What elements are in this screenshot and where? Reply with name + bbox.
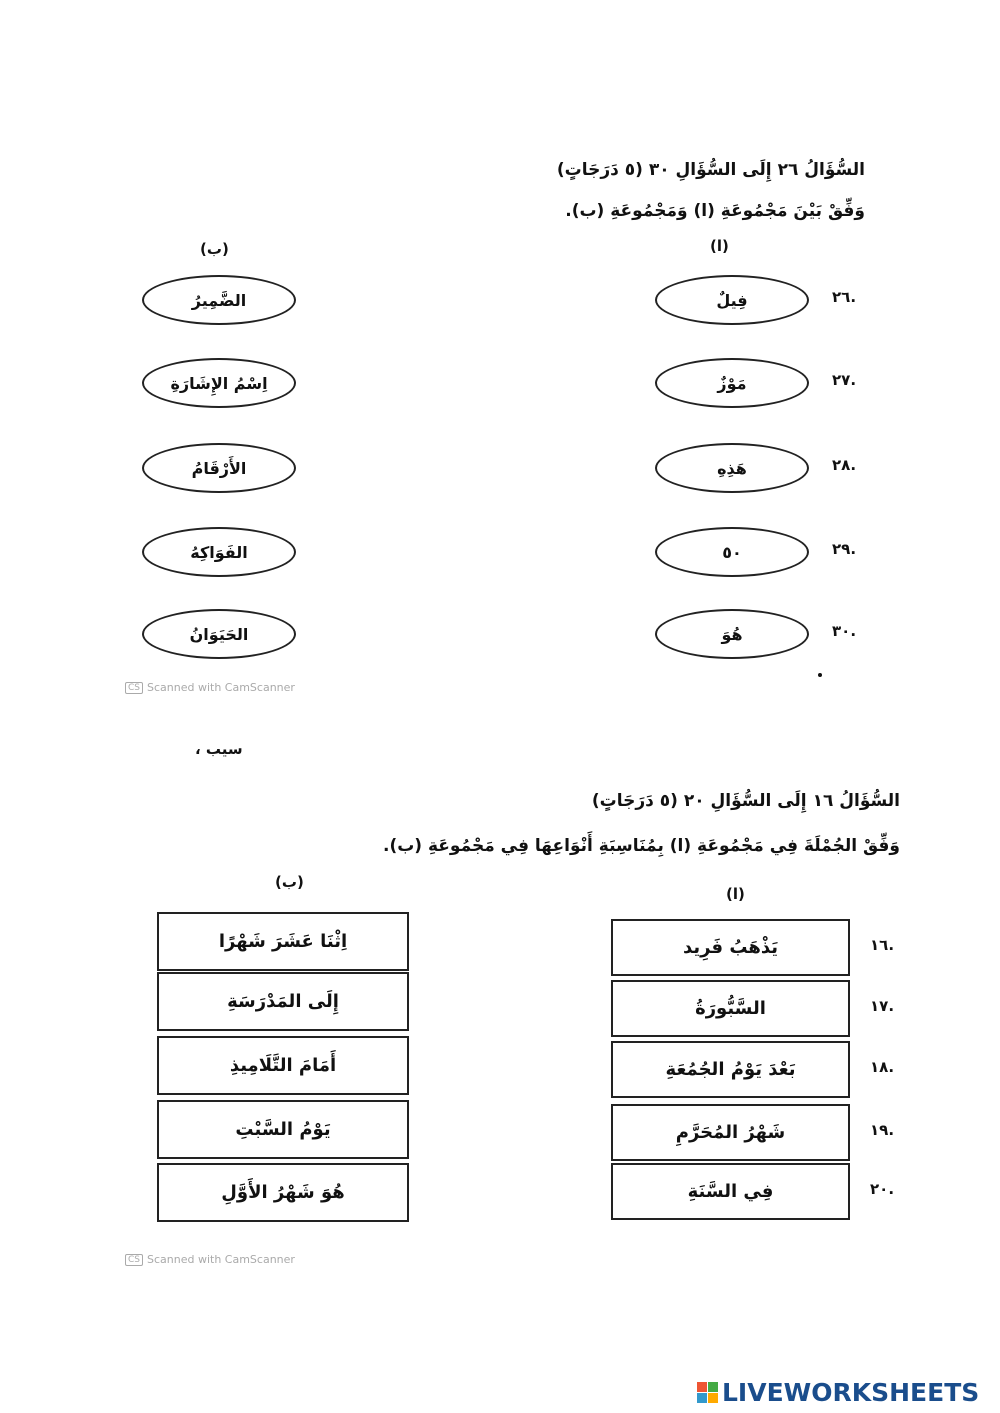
group-a-item[interactable]: يَذْهَبُ فَرِيد bbox=[611, 919, 850, 976]
group-b-item[interactable]: الفَوَاكِهُ bbox=[142, 527, 296, 577]
group-a-item[interactable]: مَوْزٌ bbox=[655, 358, 809, 408]
section2-instruction: وَفِّقْ الجُمْلَةَ فِي مَجْمُوعَةِ (ا) بِمُنَاسِبَةِ أَنْوَاعِهَا فِي مَجْمُوعَةِ (ب). bbox=[383, 836, 900, 856]
group-b-item[interactable]: أَمَامَ التَّلَامِيذِ bbox=[157, 1036, 409, 1095]
liveworksheets-icon bbox=[697, 1382, 718, 1403]
question-number: .٢٨ bbox=[832, 456, 857, 474]
group-a-item[interactable]: السَّبُّورَةُ bbox=[611, 980, 850, 1037]
group-a-item[interactable]: هُوَ bbox=[655, 609, 809, 659]
group-b-item[interactable]: اِثْنَا عَشَرَ شَهْرًا bbox=[157, 912, 409, 971]
group-b-item[interactable]: الأَرْقَامُ bbox=[142, 443, 296, 493]
question-number: .١٨ bbox=[870, 1058, 895, 1076]
section1-title: السُّؤَالُ ٢٦ إِلَى السُّؤَالِ ٣٠ (٥ دَرَجَاتٍ) bbox=[556, 160, 865, 180]
question-number: .٢٠ bbox=[870, 1180, 895, 1198]
group-a-label-2: (ا) bbox=[726, 885, 745, 903]
group-a-label: (ا) bbox=[710, 237, 729, 255]
question-number: .١٩ bbox=[870, 1121, 895, 1139]
question-number: .٢٩ bbox=[832, 540, 857, 558]
question-number: .١٦ bbox=[870, 936, 895, 954]
group-a-item[interactable]: بَعْدَ يَوْمُ الجُمُعَةِ bbox=[611, 1041, 850, 1098]
watermark-text: Scanned with CamScanner bbox=[147, 681, 295, 694]
brand-text: LIVEWORKSHEETS bbox=[722, 1378, 980, 1407]
question-number: .٢٦ bbox=[832, 288, 857, 306]
group-b-item[interactable]: يَوْمُ السَّبْتِ bbox=[157, 1100, 409, 1159]
liveworksheets-logo bbox=[697, 1378, 979, 1407]
stray-text: سيب ، bbox=[195, 740, 243, 758]
group-b-item[interactable]: اِسْمُ الإِشَارَةِ bbox=[142, 358, 296, 408]
dot-mark bbox=[818, 673, 822, 677]
group-b-item[interactable]: الضَّمِيرُ bbox=[142, 275, 296, 325]
question-number: .١٧ bbox=[870, 997, 895, 1015]
group-b-item[interactable]: هُوَ شَهْرُ الأَوَّلِ bbox=[157, 1163, 409, 1222]
section2-title: السُّؤَالُ ١٦ إِلَى السُّؤَالِ ٢٠ (٥ دَرَجَاتٍ) bbox=[591, 791, 900, 811]
camscanner-badge: CS bbox=[125, 682, 143, 694]
group-a-item[interactable]: هَذِهِ bbox=[655, 443, 809, 493]
camscanner-watermark-2 bbox=[125, 1253, 295, 1266]
camscanner-watermark bbox=[125, 681, 295, 694]
section1-instruction: وَفِّقْ بَيْنَ مَجْمُوعَةِ (ا) وَمَجْمُوعَةِ (ب). bbox=[565, 201, 865, 221]
question-number: .٢٧ bbox=[832, 371, 857, 389]
group-b-item[interactable]: الحَيَوَانُ bbox=[142, 609, 296, 659]
group-a-item[interactable]: فِيلٌ bbox=[655, 275, 809, 325]
group-b-label-2: (ب) bbox=[275, 873, 304, 891]
group-a-item[interactable]: فِي السَّنَةِ bbox=[611, 1163, 850, 1220]
group-a-item[interactable]: شَهْرُ المُحَرَّمِ bbox=[611, 1104, 850, 1161]
group-b-label: (ب) bbox=[200, 240, 229, 258]
group-a-item[interactable]: ٥٠ bbox=[655, 527, 809, 577]
question-number: .٣٠ bbox=[832, 622, 857, 640]
group-b-item[interactable]: إِلَى المَدْرَسَةِ bbox=[157, 972, 409, 1031]
camscanner-badge: CS bbox=[125, 1254, 143, 1266]
watermark-text: Scanned with CamScanner bbox=[147, 1253, 295, 1266]
